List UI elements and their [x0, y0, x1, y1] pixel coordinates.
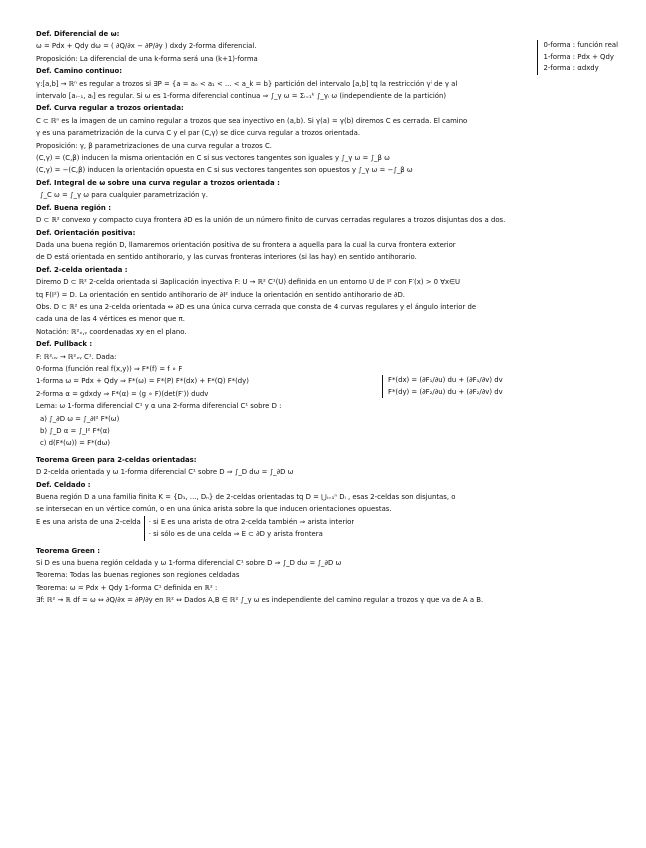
proposicion-kforma: Proposición: La diferencial de una k-forma será una (k+1)-forma — [36, 54, 258, 63]
obs-2celda-1: Obs. D ⊂ ℝ² es una 2-celda orientada ⇔ ∂D es una única curva cerrada que consta de 4 curvas regulares y el ángulo interior de — [36, 302, 477, 311]
diferencial-formula: ω = Pdx + Qdy dω = ( ∂Q/∂x − ∂P/∂y ) dxdy 2-forma diferencial. — [36, 42, 257, 51]
forms-brace — [537, 40, 618, 74]
pullback-2forma: 2-forma α = gdxdy ⇒ F*(α) = (g ∘ F)(det(F′)) dudv — [36, 389, 209, 398]
def-pullback-heading: Def. Pullback : — [36, 340, 93, 349]
def-diferencial-heading: Def. Diferencial de ω: — [36, 30, 120, 38]
buena-region-definition: D ⊂ ℝ² convexo y compacto cuya frontera ∂D es la unión de un número finito de curvas cerradas regulares a trozos disjuntas dos a dos. — [36, 216, 506, 225]
pullback-1forma: 1-forma ω = Pdx + Qdy ⇒ F*(ω) = F*(P) F*(dx) + F*(Q) F*(dy) — [36, 377, 249, 386]
misma-orientacion: (C,γ) = (C,β) inducen la misma orientación en C si sus vectores tangentes son iguales y ∫_γ ω = ∫_β ω — [36, 154, 390, 163]
form-0-label: 0-forma : función real — [543, 41, 618, 50]
def-curva-heading: Def. Curva regular a trozos orientada: — [36, 104, 184, 113]
lema-b: b) ∫_D α = ∫_I² F*(α) — [40, 427, 110, 435]
lema-a: a) ∫_∂D ω = ∫_∂I² F*(ω) — [40, 414, 120, 423]
teorema-green: Si D es una buena región celdada y ω 1-forma diferencial C¹ sobre D ⇒ ∫_D dω = ∫_∂D ω — [36, 559, 342, 568]
pullback-dx: F*(dx) = (∂F₁/∂u) du + (∂F₁/∂v) dv — [388, 376, 503, 385]
form-1-label: 1-forma : Pdx + Qdy — [543, 52, 614, 61]
arista-frontera: · si sólo es de una celda ⇒ E ⊂ ∂D y arista frontera — [148, 530, 323, 539]
lema-line: Lema: ω 1-forma diferencial C¹ y α una 2-forma diferencial C¹ sobre D : — [36, 402, 282, 411]
lema-c: c) d(F*(ω)) = F*(dω) — [40, 439, 111, 448]
teorema-green-2celdas-heading: Teorema Green para 2-celdas orientadas: — [36, 455, 197, 464]
pullback-0forma: 0-forma (función real f(x,y)) ⇒ F*(f) = f ∘ F — [36, 364, 183, 373]
def-celdado-heading: Def. Celdado : — [36, 480, 91, 489]
form-2-label: 2-forma : αdxdy — [543, 64, 599, 73]
orientacion-positiva-2: de D está orientada en sentido antihorario, y las curvas fronteras interiores (si las hay) en sentido antihorario. — [36, 253, 417, 262]
curva-definition-2: γ es una parametrización de la curva C y el par (C,γ) se dice curva regular a trozos orientada. — [36, 129, 361, 138]
curva-definition-1: C ⊂ ℝⁿ es la imagen de un camino regular a trozos que sea inyectivo en (a,b). Si γ(a) = γ(b) diremos C es cerrada. El camino — [36, 116, 468, 125]
pullback-forms-block — [36, 375, 622, 400]
arista-brace — [144, 516, 354, 541]
forms-block — [36, 40, 622, 77]
teorema-buenas-regiones: Teorema: Todas las buenas regiones son regiones celdadas — [36, 571, 240, 580]
camino-regular-text: γ:[a,b] → ℝⁿ es regular a trozos si ∃P = {a = a₀ < a₁ < ... < a_k = b} partición del intervalo [a,b] tq la restricción γⁱ de γ al — [36, 79, 458, 88]
pullback-map: F: ℝ²ᵤᵥ → ℝ²ₓᵧ C¹. Dada: — [36, 352, 117, 361]
teorema-1forma: Teorema: ω = Pdx + Qdy 1-forma C¹ definida en ℝ² : — [36, 583, 218, 592]
arista-label: E es una arista de una 2-celda — [36, 517, 141, 526]
orientacion-positiva-1: Dada una buena región D, llamaremos orientación positiva de su frontera a aquella para la cual la curva frontera exterior — [36, 240, 456, 249]
orientacion-opuesta: (C,γ) = −(C,β) inducen la orientación opuesta en C si sus vectores tangentes son opuestos y ∫_γ ω = −∫_β ω — [36, 166, 413, 175]
def-orientacion-positiva-heading: Def. Orientación positiva: — [36, 228, 136, 237]
celdado-definition-2: se intersecan en un vértice común, o en una única arista sobre la que inducen orientaciones opuestas. — [36, 505, 392, 514]
pullback-dy: F*(dy) = (∂F₂/∂u) du + (∂F₂/∂v) dv — [388, 387, 503, 396]
2celda-definition-2: tq F(I²) = D. La orientación en sentido antihorario de ∂I² induce la orientación en sentido antihorario de ∂D. — [36, 290, 405, 299]
2celda-definition-1: Diremo D ⊂ ℝ² 2-celda orientada si ∃aplicación inyectiva F: U → ℝ² C¹(U) definida en un entorno U de I² con F′(x) > 0 ∀x∈U — [36, 278, 461, 287]
def-integral-heading: Def. Integral de ω sobre una curva regular a trozos orientada : — [36, 178, 280, 187]
arista-block — [36, 516, 622, 541]
proposicion-parametrizaciones: Proposición: γ, β parametrizaciones de una curva regular a trozos C. — [36, 141, 272, 150]
obs-2celda-2: cada una de las 4 vértices es menor que π. — [36, 315, 185, 324]
pullback-brace — [382, 375, 618, 398]
def-camino-heading: Def. Camino continuo: — [36, 67, 122, 76]
arista-interior: · si E es una arista de otra 2-celda también ⇒ arista interior — [148, 517, 355, 526]
teorema-exactitud: ∃f: ℝ² → ℝ df = ω ⇔ ∂Q/∂x = ∂P/∂y en ℝ² ⇔ Dados A,B ∈ ℝ² ∫_γ ω es independiente del camino regular a trozos γ que va de A a B. — [36, 596, 484, 605]
def-buena-region-heading: Def. Buena región : — [36, 203, 111, 212]
teorema-green-2celdas: D 2-celda orientada y ω 1-forma diferencial C¹ sobre D ⇒ ∫_D dω = ∫_∂D ω — [36, 468, 294, 477]
celdado-definition-1: Buena región D a una familia finita K = {D₁, ..., Dₙ} de 2-celdas orientadas tq D = ⋃ᵢ₌₁ⁿ Dᵢ , esas 2-celdas son disjuntas, o — [36, 493, 456, 502]
integral-definition: ∫_C ω = ∫_γ ω para cualquier parametrización γ. — [40, 191, 208, 200]
teorema-green-heading: Teorema Green : — [36, 546, 100, 555]
camino-integral-text: intervalo [aᵢ₋₁, aᵢ] es regular. Si ω es 1-forma diferencial continua ⇒ ∫_γ ω = Σᵢ₌₁ᵏ ∫_γᵢ ω (independiente de la partición) — [36, 92, 447, 101]
notacion-line: Notación: ℝ²ₓ,ᵧ coordenadas xy en el plano. — [36, 327, 187, 336]
def-2celda-heading: Def. 2-celda orientada : — [36, 265, 128, 274]
